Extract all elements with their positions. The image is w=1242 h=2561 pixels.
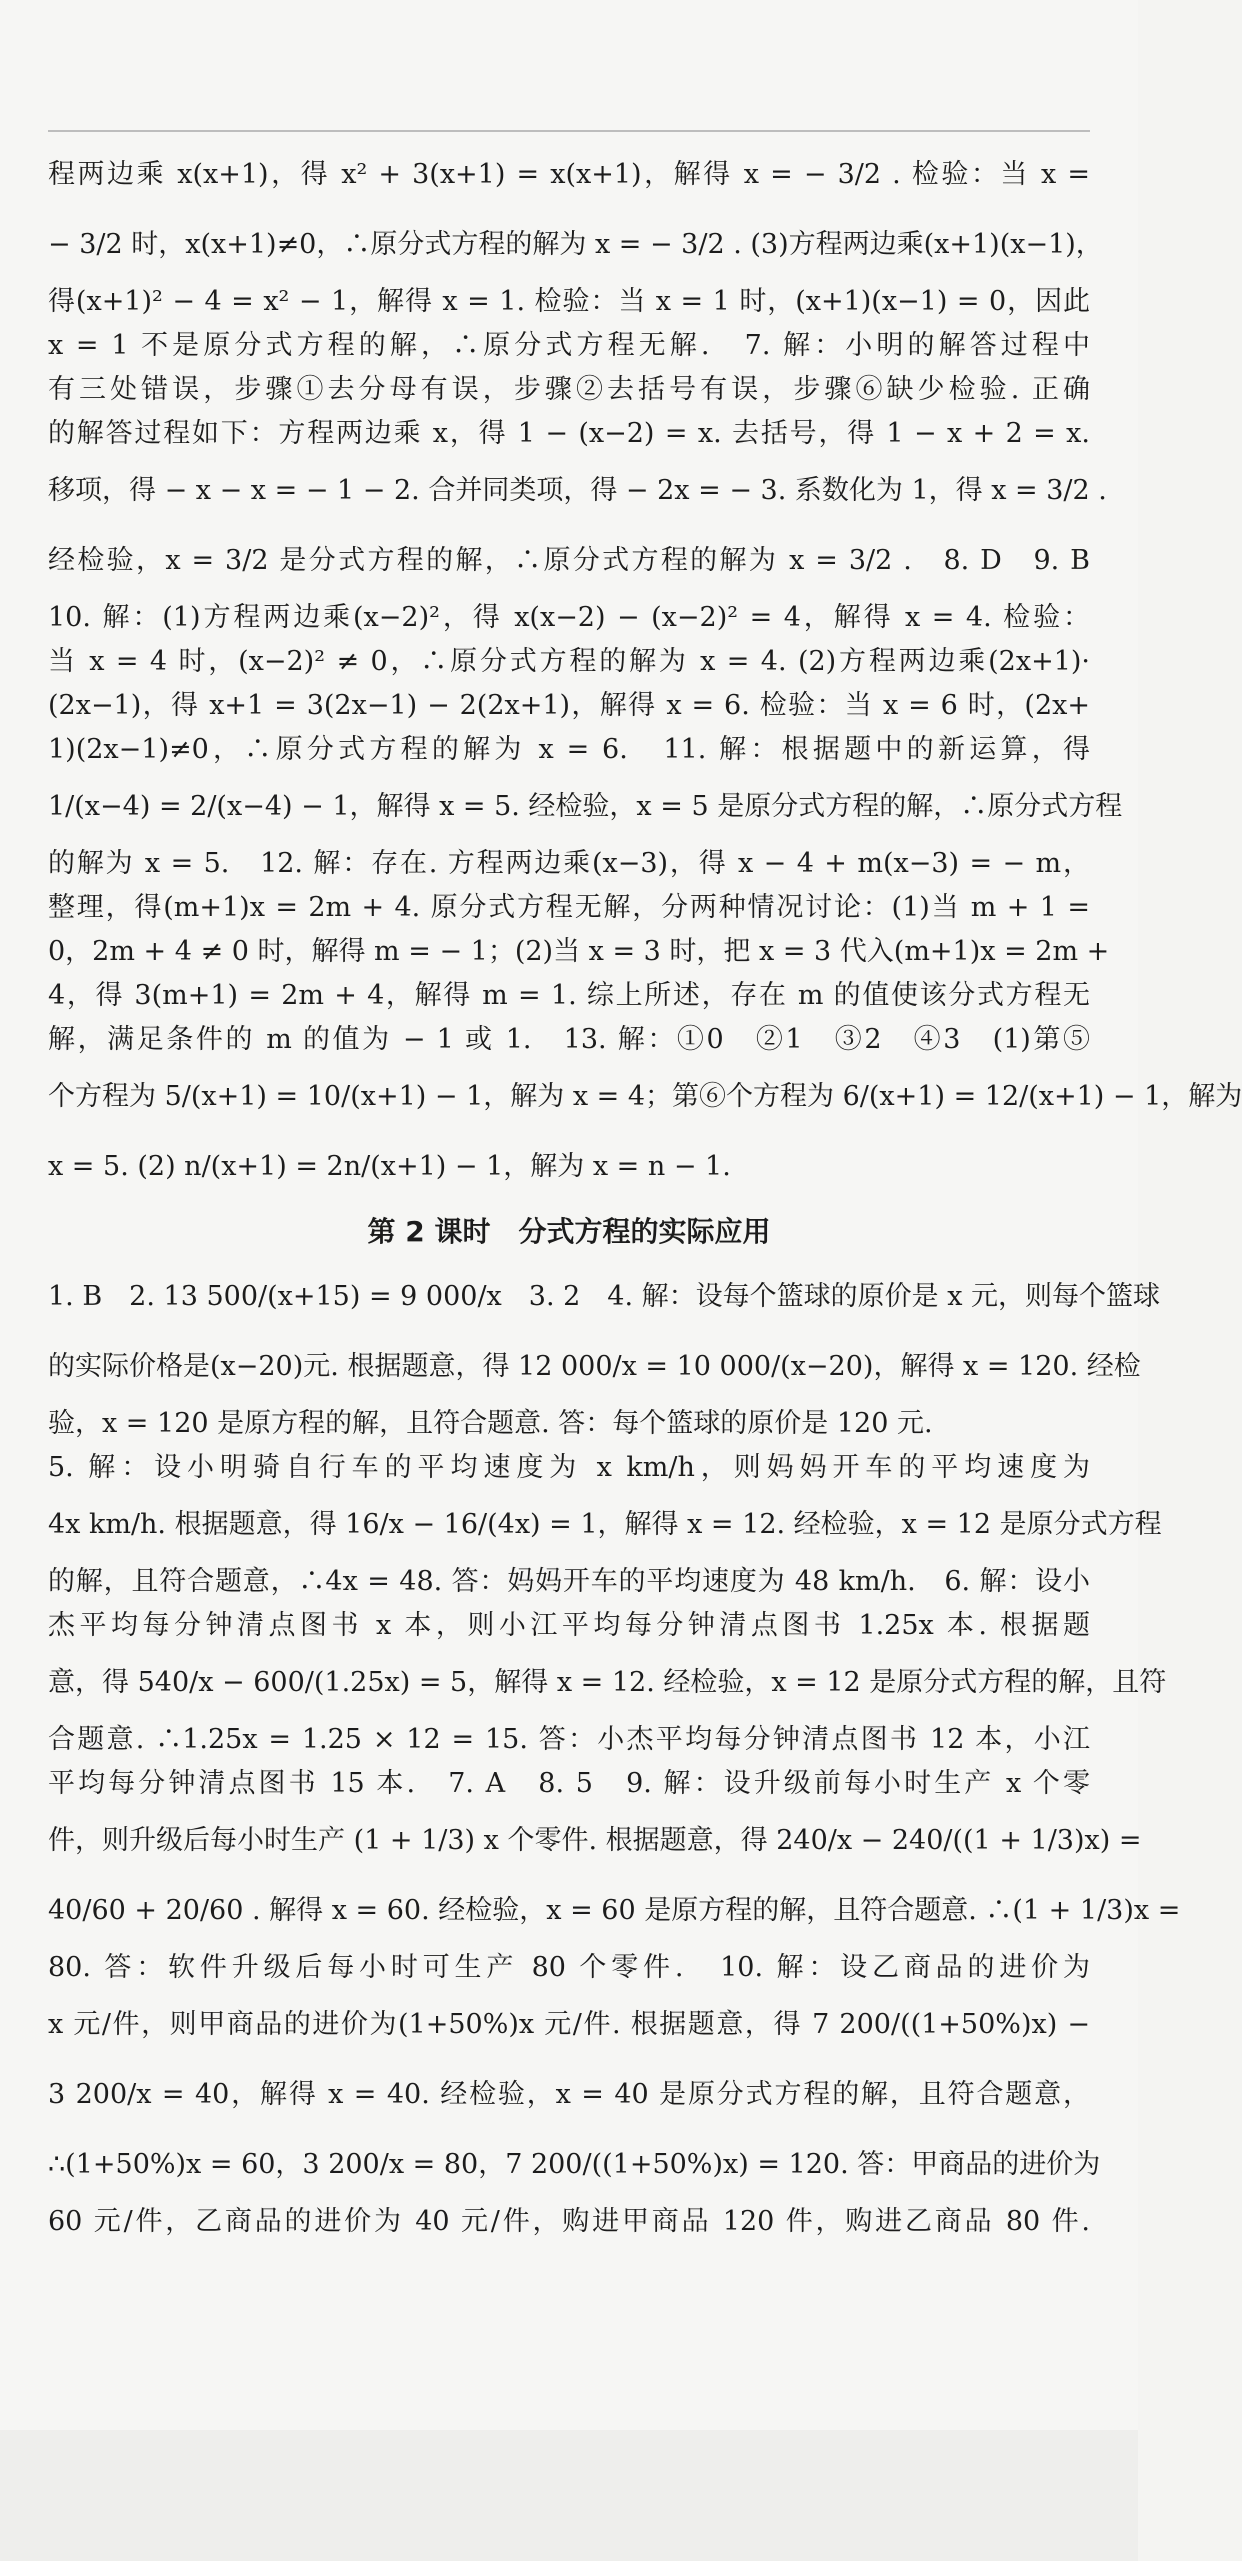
text-line: ∴(1+50%)x = 60，3 200/x = 80，7 200/((1+50%)x) = 120. 答：甲商品的进价为	[48, 2149, 1101, 2180]
text-line: 4x km/h. 根据题意，得 16/x − 16/(4x) = 1，解得 x = 12. 经检验，x = 12 是原分式方程	[48, 1509, 1162, 1540]
text-line: 当 x = 4 时，(x−2)² ≠ 0，∴原分式方程的解为 x = 4. (2)方程两边乘(2x+1)·	[48, 646, 1090, 677]
text-line: 0，2m + 4 ≠ 0 时，解得 m = − 1；(2)当 x = 3 时，把 x = 3 代入(m+1)x = 2m +	[48, 936, 1110, 967]
text-line: 10. 解：(1)方程两边乘(x−2)²，得 x(x−2) − (x−2)² = 4，解得 x = 4. 检验：	[48, 602, 1090, 633]
text-line: 1/(x−4) = 2/(x−4) − 1，解得 x = 5. 经检验，x = 5 是原分式方程的解，∴原分式方程	[48, 791, 1123, 822]
text-line: 的解为 x = 5. 12. 解：存在. 方程两边乘(x−3)，得 x − 4 + m(x−3) = − m，	[48, 848, 1090, 879]
text-line: x = 1 不是原分式方程的解，∴原分式方程无解. 7. 解：小明的解答过程中	[48, 330, 1090, 361]
text-line: 3 200/x = 40，解得 x = 40. 经检验，x = 40 是原分式方程的解，且符合题意，	[48, 2079, 1090, 2110]
text-line: 合题意. ∴1.25x = 1.25 × 12 = 15. 答：小杰平均每分钟清点图书 12 本，小江	[48, 1724, 1090, 1755]
text-line: 的解，且符合题意，∴4x = 48. 答：妈妈开车的平均速度为 48 km/h. 6. 解：设小	[48, 1566, 1090, 1597]
text-line: 的解答过程如下：方程两边乘 x，得 1 − (x−2) = x. 去括号，得 1 − x + 2 = x.	[48, 418, 1090, 449]
text-line: 意，得 540/x − 600/(1.25x) = 5，解得 x = 12. 经检验，x = 12 是原分式方程的解，且符	[48, 1667, 1167, 1698]
text-line: 程两边乘 x(x+1)，得 x² + 3(x+1) = x(x+1)，解得 x = − 3/2 . 检验：当 x =	[48, 159, 1090, 190]
text-line: 5. 解：设小明骑自行车的平均速度为 x km/h，则妈妈开车的平均速度为	[48, 1452, 1090, 1483]
text-line: 件，则升级后每小时生产 (1 + 1/3) x 个零件. 根据题意，得 240/x − 240/((1 + 1/3)x) =	[48, 1825, 1142, 1856]
text-line: 杰平均每分钟清点图书 x 本，则小江平均每分钟清点图书 1.25x 本. 根据题	[48, 1610, 1090, 1641]
page-bottom-margin	[0, 2430, 1138, 2561]
text-line: 个方程为 5/(x+1) = 10/(x+1) − 1，解为 x = 4；第⑥个方程为 6/(x+1) = 12/(x+1) − 1，解为	[48, 1081, 1242, 1112]
text-line: x 元/件，则甲商品的进价为(1+50%)x 元/件. 根据题意，得 7 200/((1+50%)x) −	[48, 2009, 1090, 2040]
top-divider	[48, 130, 1090, 132]
text-line: 平均每分钟清点图书 15 本. 7. A 8. 5 9. 解：设升级前每小时生产 x 个零	[48, 1768, 1090, 1799]
text-line: 有三处错误，步骤①去分母有误，步骤②去括号有误，步骤⑥缺少检验. 正确	[48, 374, 1090, 405]
text-line: 80. 答：软件升级后每小时可生产 80 个零件. 10. 解：设乙商品的进价为	[48, 1952, 1090, 1983]
text-line: 验，x = 120 是原方程的解，且符合题意. 答：每个篮球的原价是 120 元.	[48, 1408, 933, 1439]
section-title: 第 2 课时 分式方程的实际应用	[367, 1215, 771, 1248]
text-line: 40/60 + 20/60 . 解得 x = 60. 经检验，x = 60 是原方程的解，且符合题意. ∴(1 + 1/3)x =	[48, 1895, 1181, 1926]
text-line: 60 元/件，乙商品的进价为 40 元/件，购进甲商品 120 件，购进乙商品 80 件.	[48, 2206, 1090, 2237]
answer-text-block	[48, 140, 1242, 2244]
text-line: x = 5. (2) n/(x+1) = 2n/(x+1) − 1，解为 x = n − 1.	[48, 1151, 731, 1182]
text-line: 的实际价格是(x−20)元. 根据题意，得 12 000/x = 10 000/(x−20)，解得 x = 120. 经检	[48, 1351, 1141, 1382]
text-line: 1. B 2. 13 500/(x+15) = 9 000/x 3. 2 4. 解：设每个篮球的原价是 x 元，则每个篮球	[48, 1281, 1161, 1312]
text-line: − 3/2 时，x(x+1)≠0，∴原分式方程的解为 x = − 3/2 . (3)方程两边乘(x+1)(x−1)，	[48, 229, 1103, 260]
text-line: 经检验，x = 3/2 是分式方程的解，∴原分式方程的解为 x = 3/2 . 8. D 9. B	[48, 545, 1090, 576]
text-line: 得(x+1)² − 4 = x² − 1，解得 x = 1. 检验：当 x = 1 时，(x+1)(x−1) = 0，因此	[48, 286, 1090, 317]
text-line: 移项，得 − x − x = − 1 − 2. 合并同类项，得 − 2x = − 3. 系数化为 1，得 x = 3/2 .	[48, 475, 1107, 506]
text-line: 4，得 3(m+1) = 2m + 4，解得 m = 1. 综上所述，存在 m 的值使该分式方程无	[48, 980, 1090, 1011]
text-line: 整理，得(m+1)x = 2m + 4. 原分式方程无解，分两种情况讨论：(1)当 m + 1 =	[48, 892, 1090, 923]
text-line: 1)(2x−1)≠0，∴原分式方程的解为 x = 6. 11. 解：根据题中的新运算，得	[48, 734, 1090, 765]
text-line: (2x−1)，得 x+1 = 3(2x−1) − 2(2x+1)，解得 x = 6. 检验：当 x = 6 时，(2x+	[48, 690, 1090, 721]
text-line: 解，满足条件的 m 的值为 − 1 或 1. 13. 解：①0 ②1 ③2 ④3 (1)第⑤	[48, 1024, 1090, 1055]
